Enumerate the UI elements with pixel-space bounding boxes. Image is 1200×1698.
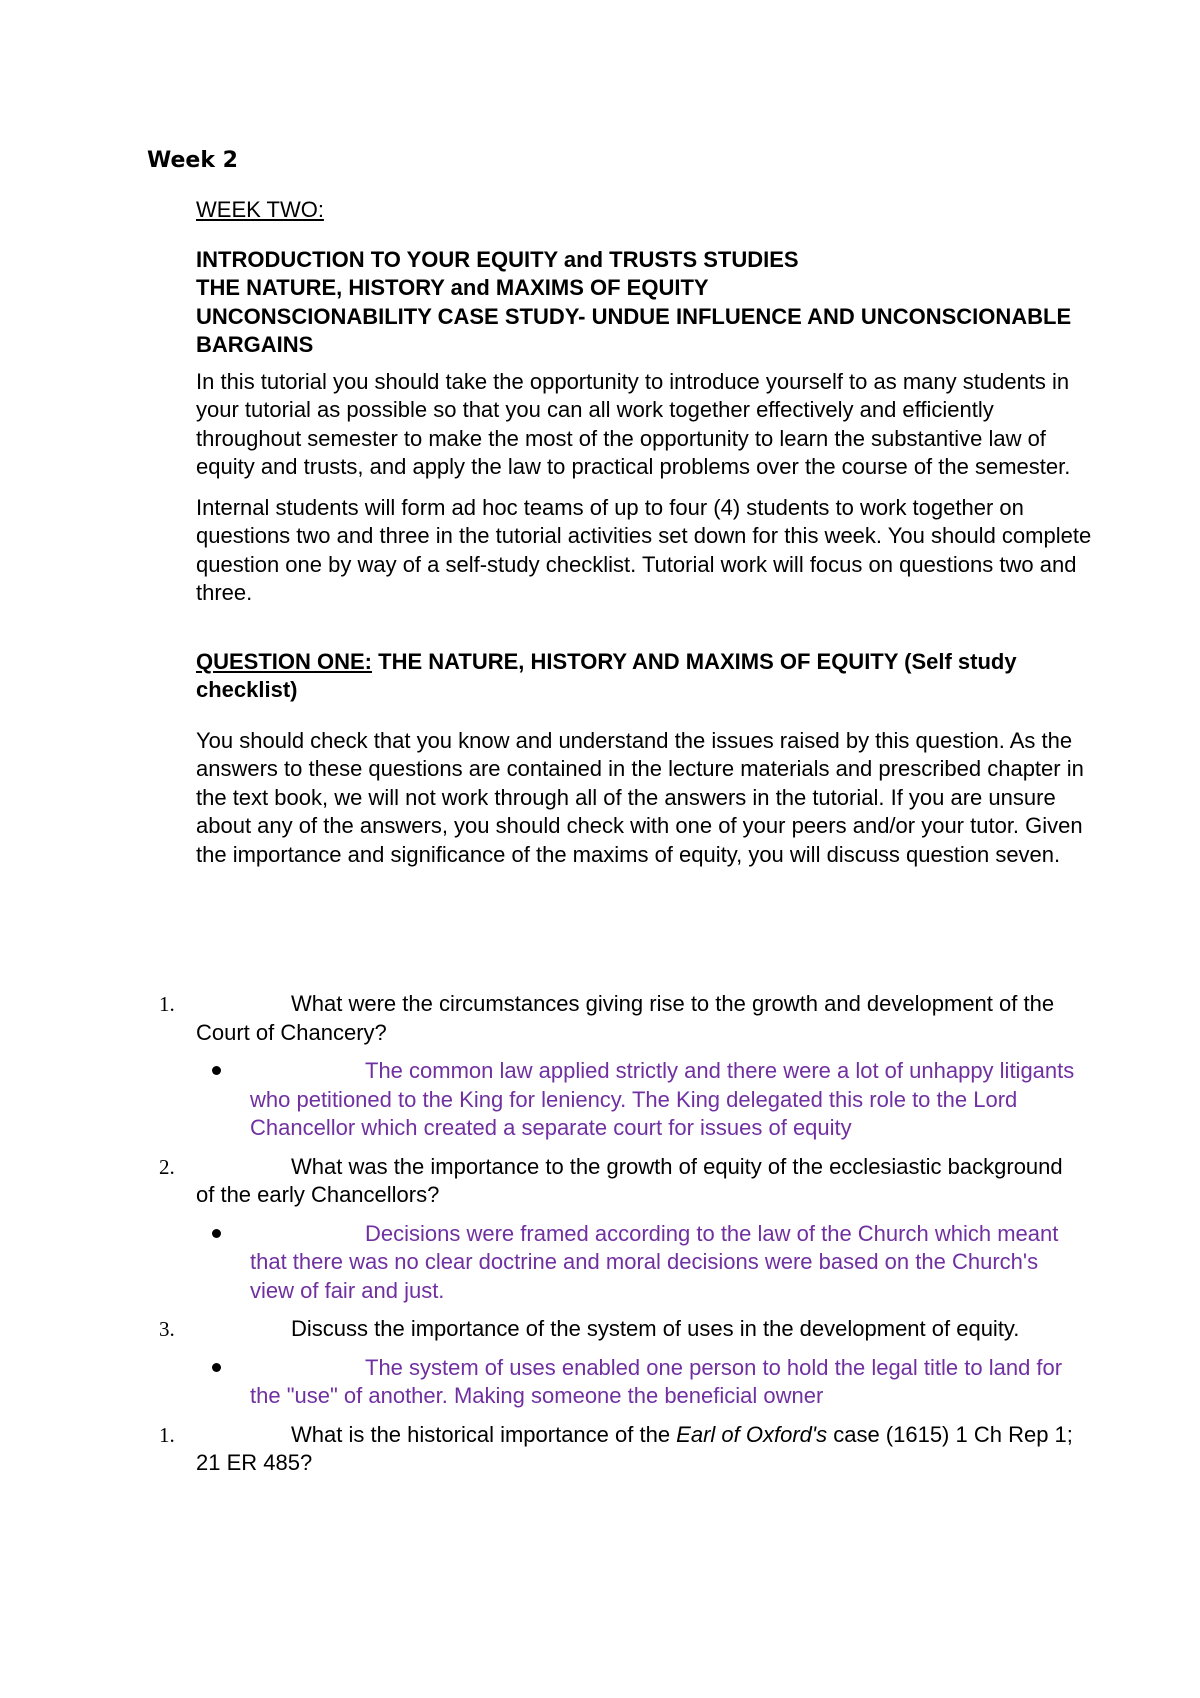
- list-number: 1.: [159, 1422, 175, 1447]
- question-one-heading: [196, 648, 1096, 705]
- document-body: [196, 196, 1096, 881]
- question-text-part: What is the historical importance of the: [291, 1421, 677, 1447]
- question-one-label: QUESTION ONE:: [196, 648, 373, 674]
- question-one-title: THE NATURE, HISTORY AND MAXIMS OF EQUITY (Self study checklist): [196, 648, 1017, 702]
- list-item: [0, 990, 1200, 1143]
- answer-bullet: [0, 1220, 1200, 1306]
- question-list: [0, 990, 1200, 1488]
- bullet-icon: [212, 1229, 221, 1238]
- question-text: What was the importance to the growth of equity of the ecclesiastic background of the early Chancellors?: [196, 1153, 1063, 1207]
- question-one-body: You should check that you know and understand the issues raised by this question. As the answers to these questions are contained in the lecture materials and prescribed chapter in the text book, we will not work through all of the answers in the tutorial. If you are unsure about any of the answers, you should check with one of your peers and/or your tutor. Given the importance and significance of the maxims of equity, you will discuss question seven.: [196, 727, 1084, 867]
- list-item: [0, 1421, 1200, 1478]
- list-number: 3.: [159, 1317, 175, 1341]
- bullet-icon: [212, 1066, 221, 1075]
- answer-text: The system of uses enabled one person to hold the legal title to land for the "use" of another. Making someone the beneficial owner: [250, 1354, 1063, 1408]
- list-number: 1.: [159, 992, 175, 1016]
- question-text-part: case (1615) 1 Ch Rep 1; 21 ER 485?: [196, 1421, 1073, 1475]
- topic-heading: INTRODUCTION TO YOUR EQUITY and TRUSTS STUDIES: [196, 246, 799, 272]
- bullet-icon: [212, 1363, 221, 1372]
- week-subheading: WEEK TWO:: [196, 197, 324, 222]
- case-name: Earl of Oxford's: [676, 1421, 828, 1447]
- question-text: What were the circumstances giving rise to the growth and development of the Court of Chancery?: [196, 991, 1055, 1045]
- week-title: Week 2: [147, 148, 238, 173]
- question-text: [196, 1421, 1076, 1478]
- intro-paragraph: In this tutorial you should take the opportunity to introduce yourself to as many students in your tutorial as possible so that you can all work together effectively and efficiently throughout semester to make the most of the opportunity to learn the substantive law of equity and trusts, and apply the law to practical problems over the course of the semester.: [196, 368, 1071, 479]
- answer-bullet: [0, 1057, 1200, 1143]
- list-number: 2.: [159, 1154, 175, 1179]
- answer-text: Decisions were framed according to the law of the Church which meant that there was no clear doctrine and moral decisions were based on the Church's view of fair and just.: [250, 1220, 1059, 1303]
- question-text: Discuss the importance of the system of uses in the development of equity.: [291, 1316, 1020, 1341]
- answer-bullet: [0, 1354, 1200, 1411]
- answer-text: The common law applied strictly and there were a lot of unhappy litigants who petitioned to the King for leniency. The King delegated this role to the Lord Chancellor which created a separate court for issues of equity: [250, 1058, 1075, 1140]
- topic-heading: UNCONSCIONABILITY CASE STUDY- UNDUE INFLUENCE AND UNCONSCIONABLE BARGAINS: [196, 303, 1072, 357]
- list-item: [0, 1315, 1200, 1411]
- intro-paragraph: Internal students will form ad hoc teams of up to four (4) students to work together on questions two and three in the tutorial activities set down for this week. You should complete question one by way of a self-study checklist. Tutorial work will focus on questions two and three.: [196, 494, 1092, 605]
- topic-heading: THE NATURE, HISTORY and MAXIMS OF EQUITY: [196, 275, 709, 300]
- list-item: [0, 1153, 1200, 1306]
- topic-headings: [196, 246, 1096, 360]
